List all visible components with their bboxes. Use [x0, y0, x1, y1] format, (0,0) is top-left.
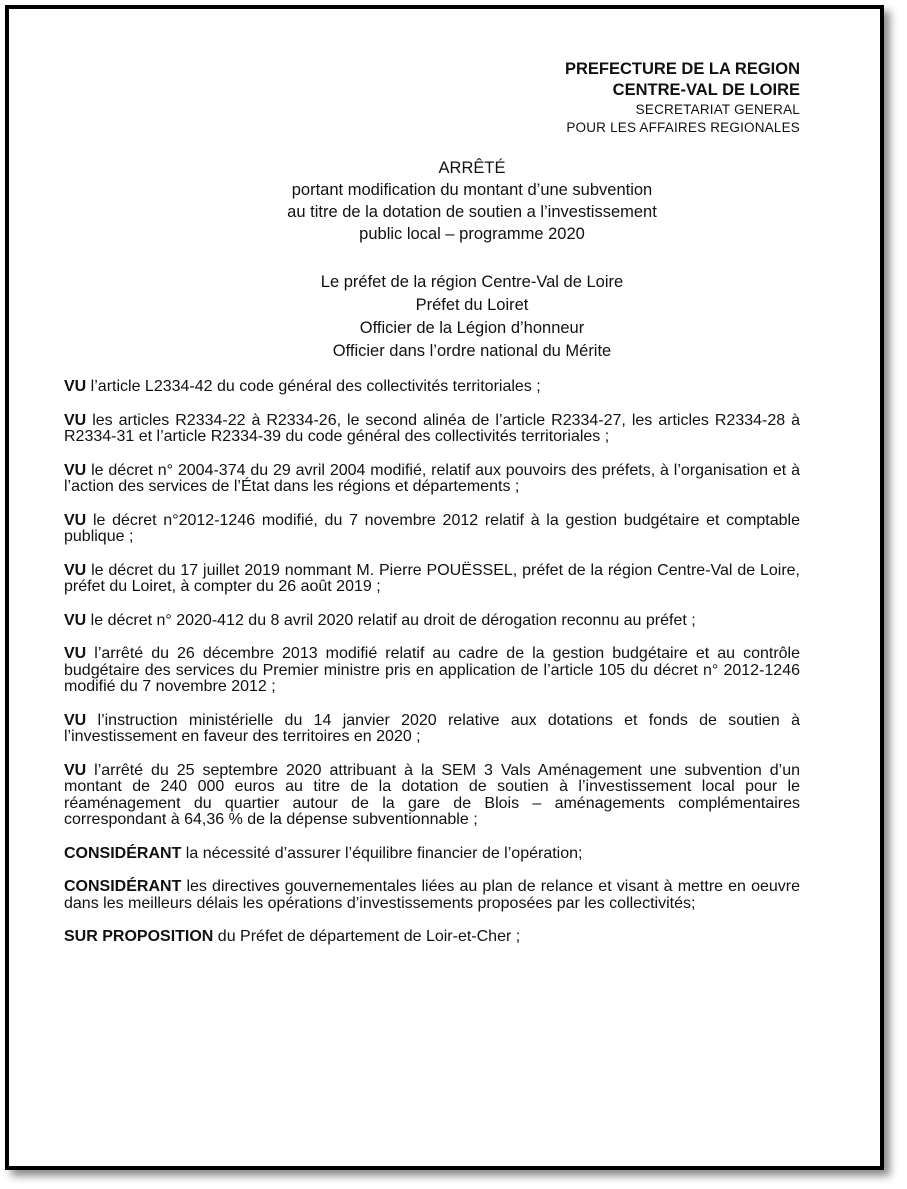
visa-keyword: VU	[64, 411, 87, 429]
visa-paragraph	[64, 413, 800, 446]
visa-keyword: VU	[64, 645, 87, 662]
proposition-paragraph	[64, 929, 800, 946]
considerant-keyword: CONSIDÉRANT	[64, 844, 182, 862]
visa-paragraph	[64, 379, 800, 396]
arrete-heading: ARRÊTÉ	[438, 159, 506, 177]
visa-text: les articles R2334-22 à R2334-26, le second alinéa de l’article R2334-27, les articles R2334-28 à R2334-31 et l’article R2334-39 du code général des collectivités territoriales ;	[64, 411, 800, 445]
visa-keyword: VU	[64, 761, 87, 779]
visa-text: le décret n°2012-1246 modifié, du 7 novembre 2012 relatif à la gestion budgétaire et comptable publique ;	[64, 511, 800, 545]
proposition-text: du Préfet de département de Loir-et-Cher ;	[213, 928, 521, 945]
visa-paragraph	[64, 463, 800, 496]
prefet-line-4: Officier dans l’ordre national du Mérite	[332, 342, 612, 360]
document-page	[64, 59, 800, 963]
visa-keyword: VU	[64, 711, 87, 729]
visa-paragraph	[64, 646, 800, 696]
document-frame	[5, 5, 884, 1170]
visa-keyword: VU	[64, 561, 87, 579]
visa-keyword: VU	[64, 611, 87, 629]
header-line-1: PREFECTURE DE LA REGION	[565, 60, 800, 78]
visa-keyword: VU	[64, 511, 87, 529]
visa-text: l’arrêté du 26 décembre 2013 modifié relatif au cadre de la gestion budgétaire et au contrôle budgétaire des services du Premier ministre pris en application de l’article 105 du décret n° 2012-1246 modifié du 7 novembre 2012 ;	[64, 645, 800, 695]
arrete-subtitle-line-1: portant modification du montant d’une subvention	[291, 181, 653, 199]
proposition-keyword: SUR PROPOSITION	[64, 928, 214, 945]
considerant-paragraph	[64, 879, 800, 912]
arrete-subtitle-line-3: public local – programme 2020	[359, 225, 585, 243]
visa-text: l’arrêté du 25 septembre 2020 attribuant à la SEM 3 Vals Aménagement une subvention d’un montant de 240 000 euros au titre de la dotation de soutien à l’investissement local pour le réaménagement du quartier autour de la gare de Blois – aménagements complémentaires correspondant à 64,36 % de la dépense subventionnable ;	[64, 761, 800, 828]
visa-text: le décret du 17 juillet 2019 nommant M. Pierre POUËSSEL, préfet de la région Centre-Val de Loire, préfet du Loiret, à compter du 26 août 2019 ;	[64, 561, 800, 595]
visa-text: l’article L2334-42 du code général des collectivités territoriales ;	[86, 378, 541, 395]
visa-text: le décret n° 2020-412 du 8 avril 2020 relatif au droit de dérogation reconnu au préfet ;	[86, 611, 696, 629]
visa-paragraph	[64, 563, 800, 596]
prefet-titles	[64, 271, 800, 363]
considerant-text: les directives gouvernementales liées au plan de relance et visant à mettre en oeuvre dans les meilleurs délais les opérations d’investissements proposées par les collectivités;	[64, 878, 800, 912]
considerant-text: la nécessité d’assurer l’équilibre financier de l’opération;	[181, 844, 583, 862]
prefecture-header	[64, 59, 800, 137]
visa-text: le décret n° 2004-374 du 29 avril 2004 modifié, relatif aux pouvoirs des préfets, à l’organisation et à l’action des services de l’État dans les régions et départements ;	[64, 461, 800, 495]
prefet-line-1: Le préfet de la région Centre-Val de Loire	[320, 273, 624, 291]
header-line-2: CENTRE-VAL DE LOIRE	[612, 81, 800, 99]
arrete-subtitle-line-2: au titre de la dotation de soutien a l’investissement	[287, 203, 657, 221]
considerant-paragraph	[64, 846, 800, 863]
visa-paragraph	[64, 513, 800, 546]
visa-paragraph	[64, 613, 800, 630]
prefet-line-3: Officier de la Légion d’honneur	[359, 319, 585, 337]
prefet-line-2: Préfet du Loiret	[415, 296, 529, 314]
visa-keyword: VU	[64, 461, 87, 479]
header-line-4: POUR LES AFFAIRES REGIONALES	[566, 120, 800, 135]
visa-paragraph	[64, 713, 800, 746]
arrete-title	[64, 157, 800, 245]
visas-section	[64, 379, 800, 946]
visa-text: l’instruction ministérielle du 14 janvier 2020 relative aux dotations et fonds de soutien à l’investissement en faveur des territoires en 2020 ;	[64, 711, 800, 745]
considerant-keyword: CONSIDÉRANT	[64, 878, 182, 895]
visa-paragraph	[64, 763, 800, 829]
visa-keyword: VU	[64, 378, 87, 395]
header-line-3: SECRETARIAT GENERAL	[635, 102, 800, 117]
